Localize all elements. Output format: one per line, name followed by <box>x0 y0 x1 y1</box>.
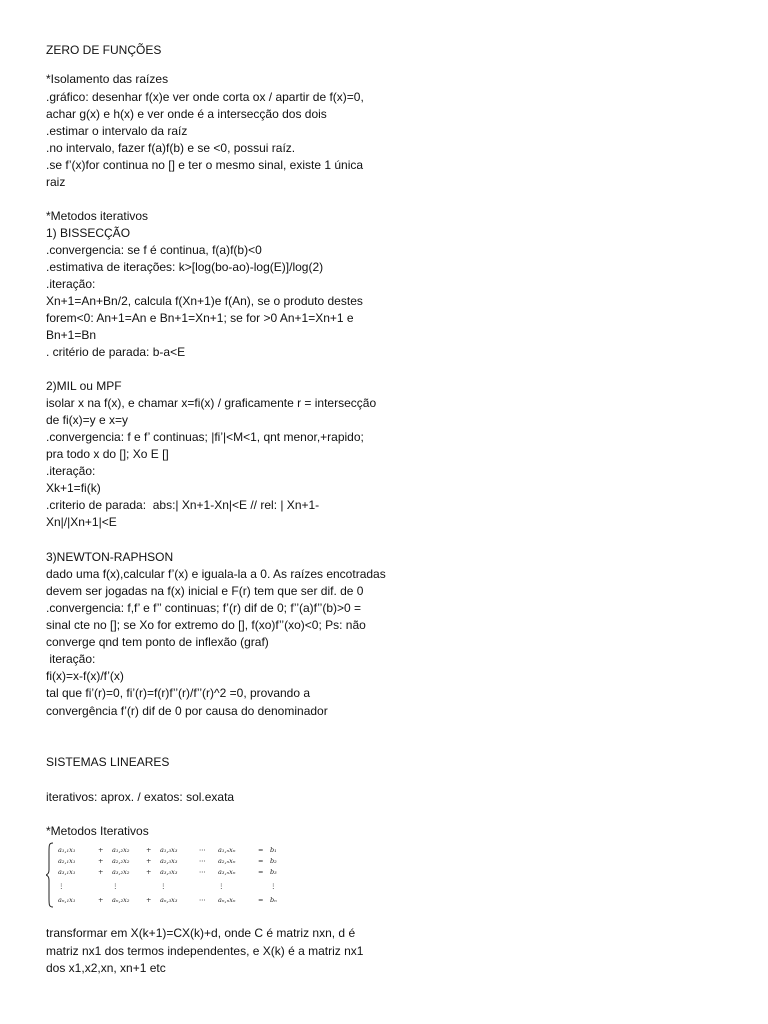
system-cell-r3-c3: a₃,₂x₂ <box>112 868 130 876</box>
system-cell-r1-c2: + <box>98 846 104 854</box>
system-cell-r3-c4: + <box>146 868 152 876</box>
text-line: .se f’(x)for continua no [] e ter o mesmo sinal, existe 1 única <box>46 158 364 172</box>
text-line: matriz nx1 dos termos independentes, e X(k) é a matriz nx1 <box>46 944 364 958</box>
heading-bisseccao: 1) BISSECÇÃO <box>46 226 131 240</box>
linear-system-svg <box>46 842 286 908</box>
system-cell-r3-c7: a₃,ₙxₙ <box>218 868 236 876</box>
system-cell-r4-c9: ⋮ <box>270 882 277 890</box>
system-cell-r3-c6: ⋯ <box>199 868 206 876</box>
system-cell-r5-c8: = <box>258 896 264 904</box>
system-cell-r5-c7: aₙ,ₙxₙ <box>218 896 236 904</box>
text-line: . critério de parada: b-a<E <box>46 345 186 359</box>
system-cell-r1-c5: a₁,₃x₃ <box>160 846 178 854</box>
system-cell-r2-c8: = <box>258 857 264 865</box>
text-line: de fi(x)=y e x=y <box>46 413 129 427</box>
text-line: .estimativa de iterações: k>[log(bo-ao)-log(E)]/log(2) <box>46 260 324 274</box>
system-cell-r2-c6: ⋯ <box>199 857 206 865</box>
system-cell-r2-c3: a₂,₂x₂ <box>112 857 130 865</box>
text-line: tal que fi’(r)=0, fi’(r)=f(r)f’’(r)/f’’(r)^2 =0, provando a <box>46 686 311 700</box>
text-line: .convergencia: f,f’ e f’’ continuas; f’(r) dif de 0; f’’(a)f’’(b)>0 = <box>46 601 362 615</box>
text-line: fi(x)=x-f(x)/f’(x) <box>46 669 124 683</box>
section-title-zero-de-funcoes: ZERO DE FUNÇÕES <box>46 43 162 57</box>
text-line: achar g(x) e h(x) e ver onde é a intersecção dos dois <box>46 107 327 121</box>
system-cell-r4-c3: ⋮ <box>112 882 119 890</box>
system-cell-r2-c5: a₂,₃x₃ <box>160 857 178 865</box>
text-line: Xn+1=An+Bn/2, calcula f(Xn+1)e f(An), se o produto destes <box>46 294 363 308</box>
linear-system-equation <box>46 842 286 908</box>
system-cell-r3-c1: a₃,₁x₁ <box>58 868 76 876</box>
text-line: .convergencia: se f é continua, f(a)f(b)<0 <box>46 243 262 257</box>
text-line: convergência f’(r) dif de 0 por causa do denominador <box>46 704 328 718</box>
heading-isolamento: *Isolamento das raízes <box>46 72 169 86</box>
system-cell-r2-c1: a₂,₁x₁ <box>58 857 76 865</box>
system-cell-r5-c3: aₙ,₂x₂ <box>112 896 130 904</box>
text-line: pra todo x do []; Xo E [] <box>46 447 169 461</box>
heading-metodos-iterativos-2: *Metodos Iterativos <box>46 824 149 838</box>
system-cell-r1-c1: a₁,₁x₁ <box>58 846 76 854</box>
system-cell-r1-c3: a₁,₂x₂ <box>112 846 130 854</box>
text-line: .estimar o intervalo da raíz <box>46 124 188 138</box>
system-cell-r5-c4: + <box>146 896 152 904</box>
system-cell-r1-c8: = <box>258 846 264 854</box>
system-cell-r5-c1: aₙ,₁x₁ <box>58 896 76 904</box>
system-cell-r2-c7: a₂,ₙxₙ <box>218 857 236 865</box>
text-line: .no intervalo, fazer f(a)f(b) e se <0, possui raíz. <box>46 141 296 155</box>
system-cell-r1-c7: a₁,ₙxₙ <box>218 846 236 854</box>
system-cell-r1-c9: b₁ <box>270 846 277 854</box>
system-cell-r4-c7: ⋮ <box>218 882 225 890</box>
text-line: dado uma f(x),calcular f’(x) e iguala-la a 0. As raízes encotradas <box>46 567 386 581</box>
system-cell-r3-c5: a₃,₃x₃ <box>160 868 178 876</box>
system-cell-r5-c5: aₙ,₃x₃ <box>160 896 178 904</box>
text-line: iteração: <box>46 652 96 666</box>
text-line: .convergencia: f e f’ continuas; |fi’|<M<1, qnt menor,+rapido; <box>46 430 364 444</box>
system-cell-r2-c4: + <box>146 857 152 865</box>
system-cell-r5-c6: ⋯ <box>199 896 206 904</box>
system-cell-r3-c8: = <box>258 868 264 876</box>
text-line: devem ser jogadas na f(x) inicial e F(r) tem que ser dif. de 0 <box>46 584 364 598</box>
text-line: iterativos: aprox. / exatos: sol.exata <box>46 790 235 804</box>
text-line: transformar em X(k+1)=CX(k)+d, onde C é matriz nxn, d é <box>46 926 356 940</box>
text-line: isolar x na f(x), e chamar x=fi(x) / graficamente r = intersecção <box>46 396 377 410</box>
text-line: .iteração: <box>46 464 96 478</box>
system-cell-r3-c9: b₃ <box>270 868 277 876</box>
text-line: Xn|/|Xn+1|<E <box>46 515 117 529</box>
text-line: .gráfico: desenhar f(x)e ver onde corta ox / apartir de f(x)=0, <box>46 90 364 104</box>
system-cell-r1-c6: ⋯ <box>199 846 206 854</box>
text-line: .iteração: <box>46 277 96 291</box>
heading-metodos-iterativos: *Metodos iterativos <box>46 209 149 223</box>
system-cell-r2-c2: + <box>98 857 104 865</box>
system-cell-r5-c2: + <box>98 896 104 904</box>
text-line: sinal cte no []; se Xo for extremo do [], f(xo)f’’(xo)<0; Ps: não <box>46 618 366 632</box>
system-cell-r1-c4: + <box>146 846 152 854</box>
heading-mil-mpf: 2)MIL ou MPF <box>46 379 122 393</box>
text-line: raiz <box>46 175 66 189</box>
text-line: dos x1,x2,xn, xn+1 etc <box>46 961 166 975</box>
heading-newton-raphson: 3)NEWTON-RAPHSON <box>46 550 174 564</box>
text-line: .criterio de parada: abs:| Xn+1-Xn|<E // rel: | Xn+1- <box>46 498 320 512</box>
system-cell-r2-c9: b₂ <box>270 857 277 865</box>
left-brace <box>46 843 53 907</box>
system-cell-r4-c1: ⋮ <box>58 882 65 890</box>
system-cell-r4-c5: ⋮ <box>160 882 167 890</box>
system-cell-r5-c9: bₙ <box>270 896 277 904</box>
text-line: converge qnd tem ponto de inflexão (graf) <box>46 635 269 649</box>
text-line: Bn+1=Bn <box>46 328 97 342</box>
text-line: Xk+1=fi(k) <box>46 481 101 495</box>
system-cell-r3-c2: + <box>98 868 104 876</box>
section-title-sistemas-lineares: SISTEMAS LINEARES <box>46 755 170 769</box>
text-line: forem<0: An+1=An e Bn+1=Xn+1; se for >0 An+1=Xn+1 e <box>46 311 354 325</box>
